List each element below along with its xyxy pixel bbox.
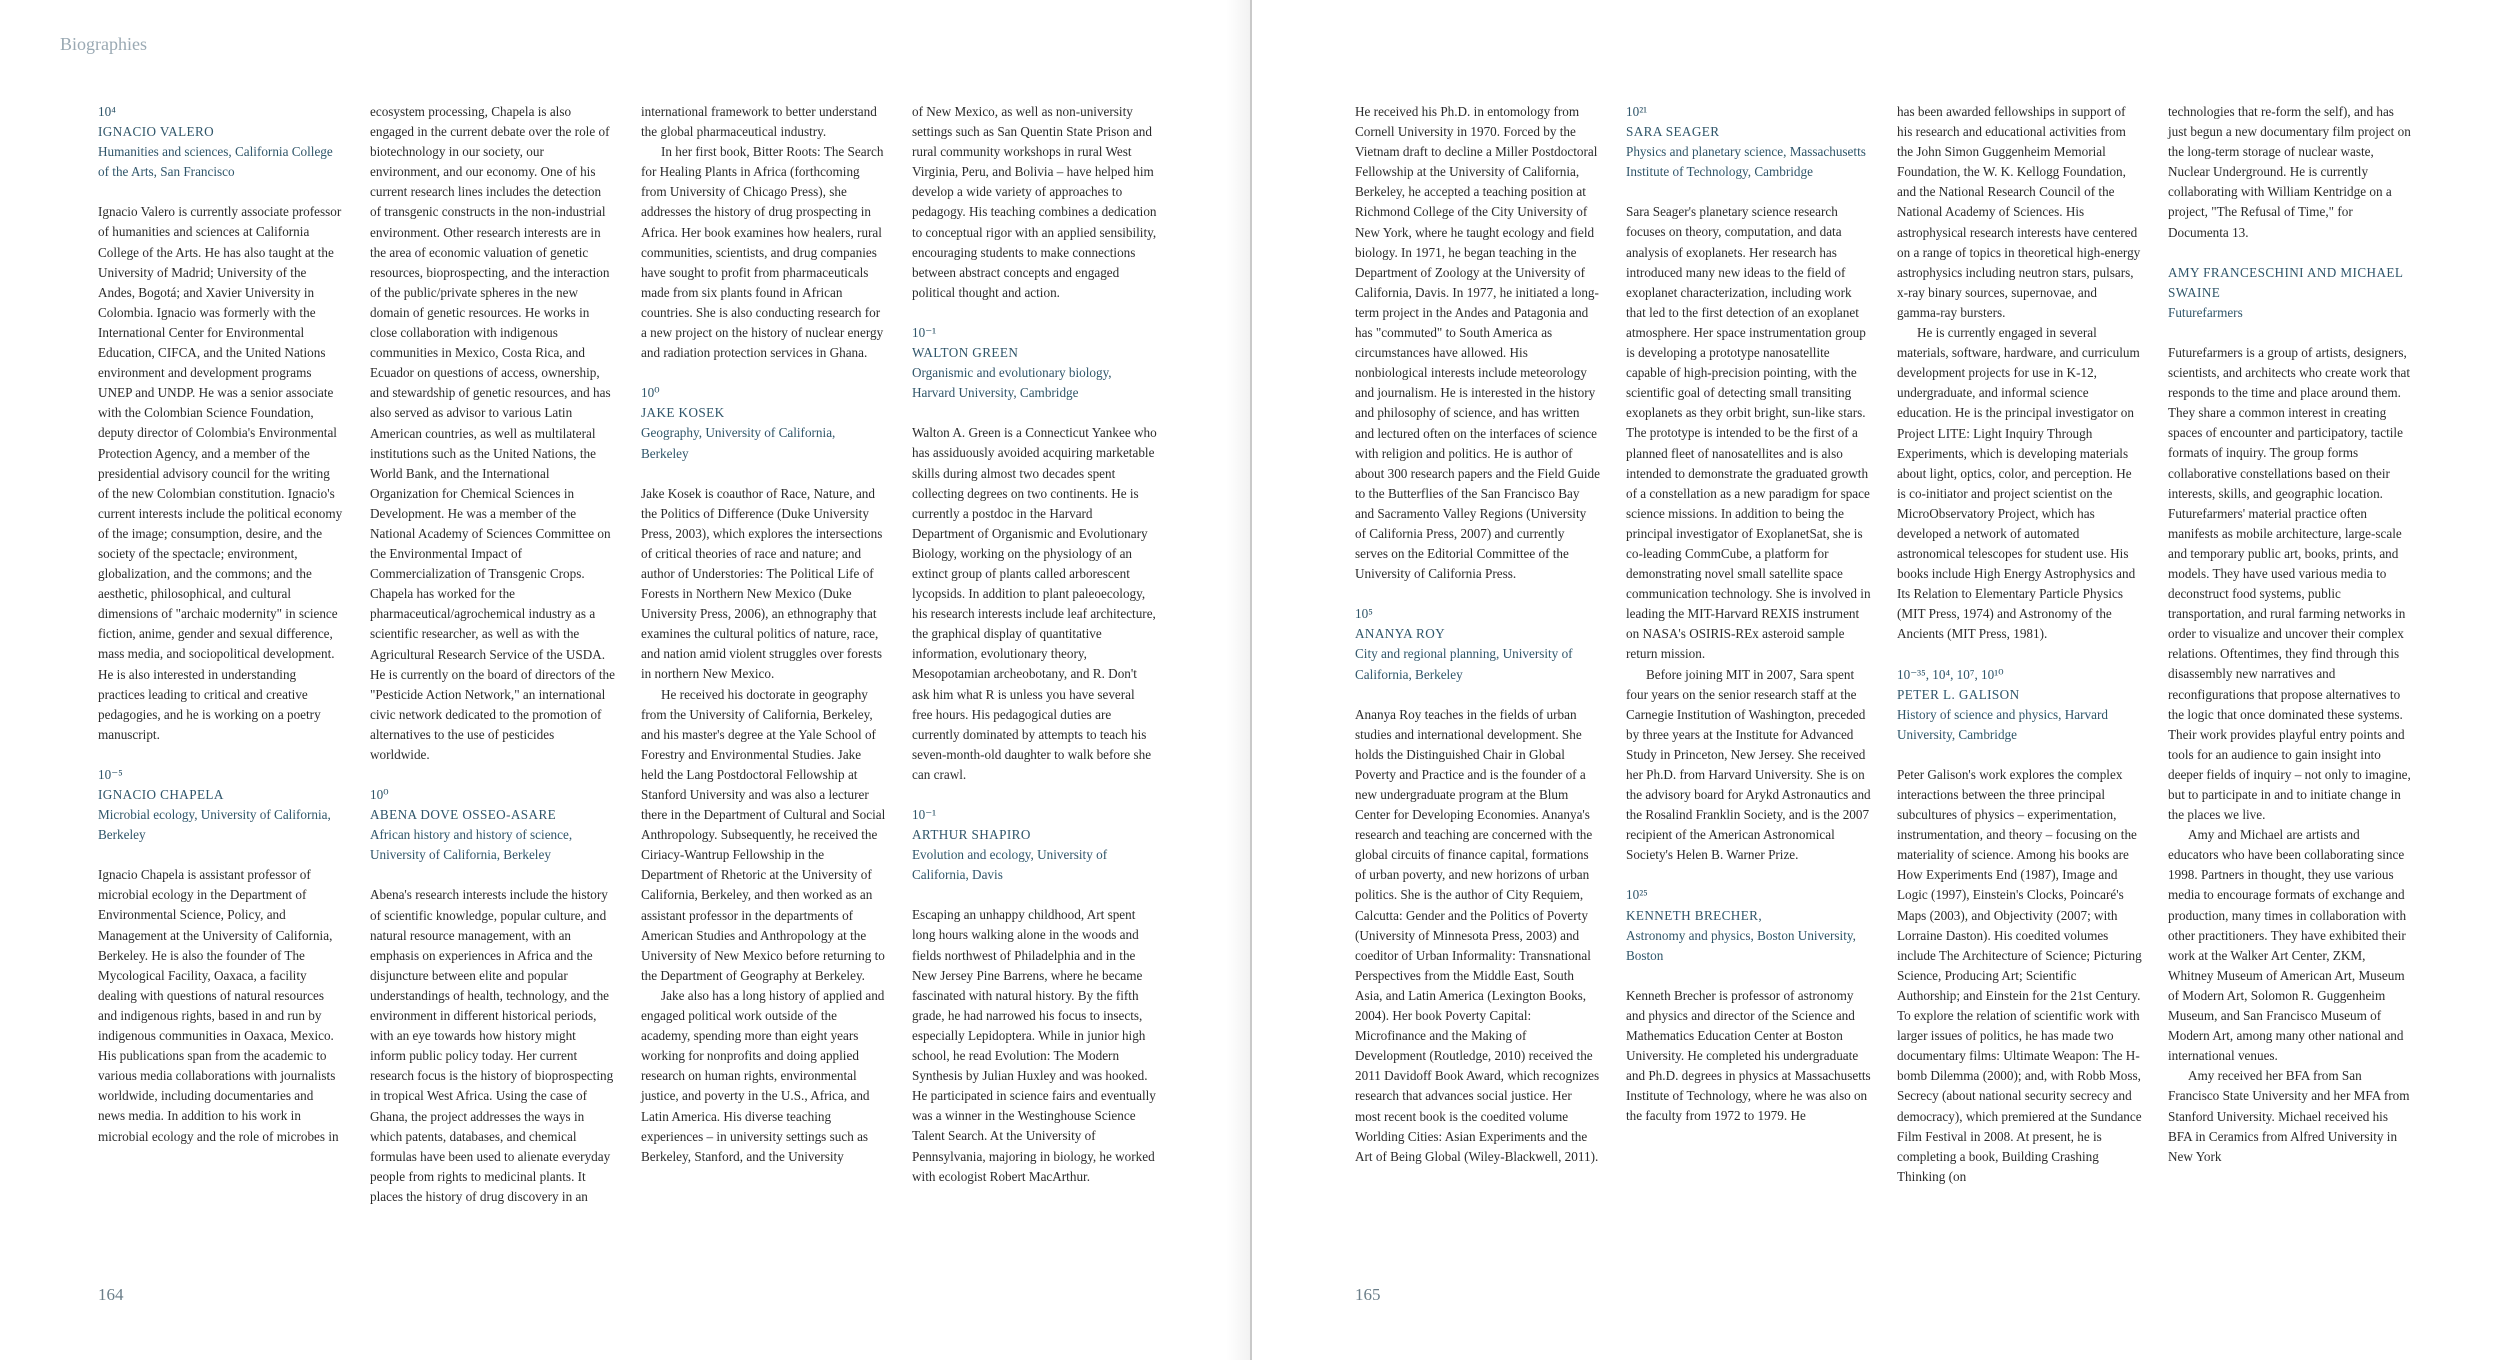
biography-entry — [1897, 665, 2142, 1187]
column-4 — [912, 102, 1157, 1207]
biography-entry — [1626, 102, 1871, 865]
scale-number: 10²¹ — [1626, 104, 1648, 119]
biography-entry — [912, 102, 1157, 303]
biography-paragraph: Amy and Michael are artists and educators who have been collaborating since 1998. Partners in thought, they use various media to encourage formats of exchange and production, many times in collaboration with other practitioners. They have exhibited their work at the Walker Art Center, ZKM, Whitney Museum of American Art, Museum of Modern Art, Solomon R. Guggenheim Museum, and San Francisco Museum of Modern Art, among many other national and international venues. — [2168, 827, 2407, 1064]
contributor-affiliation: Evolution and ecology, University of California, Davis — [912, 847, 1108, 883]
biography-entry — [98, 102, 343, 745]
biography-paragraph: Escaping an unhappy childhood, Art spent long hours walking alone in the woods and fields northwest of Philadelphia and in the New Jersey Pine Barrens, where he became fascinated with natural history. By the fifth grade, he had narrowed his focus to insects, especially Lepidoptera. While in junior high school, he read Evolution: The Modern Synthesis by Julian Huxley and was hooked. He participated in science fairs and eventually was a winner in the Westinghouse Science Talent Search. At the University of Pennsylvania, majoring in biology, he worked with ecologist Robert MacArthur. — [912, 907, 1156, 1184]
biography-entry — [912, 805, 1157, 1187]
contributor-name: WALTON GREEN — [912, 345, 1019, 361]
contributor-affiliation: Geography, University of California, Berkeley — [641, 425, 836, 461]
biography-paragraph: Ignacio Valero is currently associate professor of humanities and sciences at California College of the Arts. He has also taught at the University of Madrid; University of the Andes, Bogotá; and Xavier University in Colombia. Ignacio was formerly with the International Center for Environmental Education, CIFCA, and the United Nations environment and development programs UNEP and UNDP. He was a senior associate with the Colombian Science Foundation, deputy director of Colombia's Environmental Protection Agency, and a member of the presidential advisory council for the writing of the new Colombian constitution. Ignacio's current interests include the political economy of the image; consumption, desire, and the society of the spectacle; environment, globalization, and the commons; and the aesthetic, philosophical, and cultural dimensions of "archaic modernity" in science fiction, anime, gender and sexual difference, mass media, and sociopolitical development. He is also interested in understanding practices leading to critical and creative pedagogies, and he is working on a poetry manuscript. — [98, 204, 343, 742]
contributor-name: SARA SEAGER — [1626, 124, 1720, 140]
biography-paragraph: international framework to better understand the global pharmaceutical industry. — [641, 104, 877, 140]
biography-paragraph: Before joining MIT in 2007, Sara spent four years on the senior research staff at the Carnegie Institution of Washington, preceded by three years at the Institute for Advanced Study in Princeton, New Jersey. She received her Ph.D. from Harvard University. She is on the advisory board for Arykd Astronautics and the Rosalind Franklin Society, and is the 2007 recipient of the American Astronomical Society's Helen B. Warner Prize. — [1626, 666, 1871, 863]
column-8 — [2168, 102, 2413, 1187]
biography-paragraph: He received his Ph.D. in entomology from Cornell University in 1970. Forced by the Vietnam draft to decline a Miller Postdoctoral Fellowship at the University of California, Berkeley, he accepted a teaching position at Richmond College of the City University of New York, where he taught ecology and field biology. In 1971, he began teaching in the Department of Zoology at the University of California, Davis. In 1977, he initiated a long-term project in the Andes and Patagonia and has "commuted" to South America as circumstances have allowed. His nonbiological interests include meteorology and journalism. He is interested in the history and philosophy of science, and has written and lectured often on the interfaces of science with religion and politics. He is author of about 300 research papers and the Field Guide to the Butterflies of the San Francisco Bay and Sacramento Valley Regions (University of California Press, 2007) and currently serves on the Editorial Committee of the University of California Press. — [1355, 104, 1600, 582]
biography-paragraph: Sara Seager's planetary science research focuses on theory, computation, and data analysis of exoplanets. Her research has introduced many new ideas to the field of exoplanet characterization, including work that led to the first detection of an exoplanet atmosphere. Her space instrumentation group is developing a prototype nanosatellite capable of high-precision pointing, with the scientific goal of detecting small transiting exoplanets as they orbit bright, sun-like stars. The prototype is intended to be the first of a planned fleet of nanosatellites and is also intended to demonstrate the graduated growth of a constellation as a new paradigm for space science missions. In addition to being the principal investigator of ExoplanetSat, she is co-leading CommCube, a platform for demonstrating novel small satellite space communication technology. She is involved in leading the MIT-Harvard REXIS instrument on NASA's OSIRIS-REx asteroid sample return mission. — [1626, 204, 1871, 662]
biography-paragraph: He received his doctorate in geography from the University of California, Berkeley, and his master's degree at the Yale School of Forestry and Environmental Studies. Jake held the Lang Postdoctoral Fellowship at Stanford University and was also a lecturer there in the Department of Cultural and Social Anthropology. Subsequently, he received the Ciriacy-Wantrup Fellowship in the Department of Rhetoric at the University of California, Berkeley, and then worked as an assistant professor in the departments of American Studies and Anthropology at the University of New Mexico before returning to the Department of Geography at Berkeley. — [641, 686, 886, 983]
column-3 — [641, 102, 886, 1187]
scale-number: 10⁻³⁵, 10⁴, 10⁷, 10¹⁰ — [1897, 666, 2004, 682]
book-spine — [1250, 0, 1252, 1360]
biography-entry — [370, 102, 615, 765]
contributor-affiliation: Organismic and evolutionary biology, Harvard University, Cambridge — [912, 365, 1112, 401]
biography-entry — [2168, 102, 2413, 243]
scale-number: 10⁻⁵ — [98, 766, 123, 782]
biography-paragraph: Abena's research interests include the history of scientific knowledge, popular culture, and natural resource management, with an emphasis on experiences in Africa and the disjuncture between elite and popular understandings of health, technology, and the environment in different historical periods, with an eye towards how history might inform public policy today. Her current research focus is the history of bioprospecting in tropical West Africa. Using the case of Ghana, the project addresses the ways in which patents, databases, and chemical formulas have been used to alienate everyday people from rights to medicinal plants. It places the history of drug discovery in an — [370, 887, 614, 1204]
scale-number: 10⁰ — [641, 385, 660, 401]
contributor-affiliation: Humanities and sciences, California College of the Arts, San Francisco — [98, 144, 333, 180]
contributor-name: KENNETH BRECHER, — [1626, 907, 1763, 923]
biography-entry — [1355, 102, 1600, 584]
column-7 — [1897, 102, 2142, 1207]
biography-entry — [370, 785, 615, 1207]
contributor-name: IGNACIO CHAPELA — [98, 787, 224, 802]
scale-number: 10⁻¹ — [912, 324, 937, 340]
biography-paragraph: Futurefarmers is a group of artists, designers, scientists, and architects who create work that responds to the time and place around them. They share a common interest in creating spaces of encounter and participatory, tactile formats of inquiry. The group forms collaborative constellations based on their interests, skills, and geographic location. Futurefarmers' material practice often manifests as mobile architecture, large-scale and temporary public art, books, prints, and models. They have used various media to deconstruct food systems, public transportation, and rural farming networks in order to visualize and uncover their complex relations. Oftentimes, they find through this disassembly new narratives and reconfigurations that propose alternatives to the logic that once dominated these systems. Their work provides playful entry points and tools for an audience to gain insight into deeper fields of inquiry – not only to imagine, but to participate in and to initiate change in the places we live. — [2168, 344, 2411, 823]
column-6 — [1626, 102, 1871, 1147]
contributor-name: IGNACIO VALERO — [98, 124, 215, 140]
contributor-affiliation: History of science and physics, Harvard University, Cambridge — [1897, 706, 2108, 742]
biography-entry — [98, 765, 343, 1147]
page-number-right: 165 — [1355, 1285, 1381, 1304]
scale-number: 10²⁵ — [1626, 887, 1648, 903]
biography-entry — [641, 383, 886, 1167]
page-number-left: 164 — [98, 1285, 124, 1304]
biography-paragraph: has been awarded fellowships in support of his research and educational activities from the John Simon Guggenheim Memorial Foundation, the W. K. Kellogg Foundation, and the National Research Council of the National Academy of Sciences. His astrophysical research interests have centered on a range of topics in theoretical high-energy astrophysics including neutron stars, pulsars, x-ray binary sources, supernovae, and gamma-ray bursters. — [1897, 104, 2141, 320]
spine-shadow — [1226, 0, 1250, 1360]
contributor-name: AMY FRANCESCHINI AND MICHAEL SWAINE — [2168, 264, 2403, 300]
scale-number: 10⁻¹ — [912, 807, 937, 822]
contributor-affiliation: Astronomy and physics, Boston University, Boston — [1626, 927, 1856, 963]
contributor-affiliation: City and regional planning, University of California, Berkeley — [1355, 646, 1573, 682]
scale-number: 10⁵ — [1355, 606, 1373, 622]
contributor-name: ANANYA ROY — [1355, 626, 1446, 642]
biography-paragraph: He is currently engaged in several materials, software, hardware, and curriculum development projects for use in K-12, undergraduate, and informal science education. He is the principal investigator on Project LITE: Light Inquiry Through Experiments, which is developing materials about light, optics, color, and perception. He is co-initiator and project scientist on the MicroObservatory Project, which has developed a network of automated astronomical telescopes for student use. His books include High Energy Astrophysics and Its Relation to Elementary Particle Physics (MIT Press, 1974) and Astronomy of the Ancients (MIT Press, 1981). — [1897, 325, 2140, 642]
contributor-affiliation: Futurefarmers — [2168, 304, 2243, 320]
biography-entry — [1355, 604, 1600, 1167]
biography-paragraph: Kenneth Brecher is professor of astronomy and physics and director of the Science and Mathematics Education Center at Boston University. He completed his undergraduate and Ph.D. degrees in physics at Massachusetts Institute of Technology, where he was also on the faculty from 1972 to 1979. He — [1626, 987, 1871, 1124]
column-1 — [98, 102, 343, 1167]
column-2 — [370, 102, 615, 1227]
biography-entry — [1897, 102, 2142, 645]
biography-paragraph: technologies that re-form the self), and has just begun a new documentary film project on the long-term storage of nuclear waste, Nuclear Underground. He is currently collaborating with William Kentridge on a project, "The Refusal of Time," for Documenta 13. — [2168, 104, 2411, 240]
biography-paragraph: Peter Galison's work explores the complex interactions between the three principal subcultures of physics – experimentation, instrumentation, and theory – focusing on the materiality of science. Among his books are How Experiments End (1987), Image and Logic (1997), Einstein's Clocks, Poincaré's Maps (2003), and Objectivity (2007; with Lorraine Daston). His coedited volumes include The Architecture of Science; Picturing Science, Producing Art; Scientific Authorship; and Einstein for the 21st Century. To explore the relation of scientific work with larger issues of politics, he has made two documentary films: Ultimate Weapon: The H-bomb Dilemma (2000); and, with Robb Moss, Secrecy (about national security secrecy and democracy), which premiered at the Sundance Film Festival in 2008. At present, he is completing a book, Building Crashing Thinking (on — [1897, 766, 2142, 1184]
column-5 — [1355, 102, 1600, 1187]
biography-paragraph: Ananya Roy teaches in the fields of urban studies and international development. She holds the Distinguished Chair in Global Poverty and Practice and is the founder of a new undergraduate program at the Blum Center for Developing Economies. Ananya's research and teaching are concerned with the global circuits of finance capital, formations of urban poverty, and new horizons of urban politics. She is the author of City Requiem, Calcutta: Gender and the Politics of Poverty (University of Minnesota Press, 2003) and coeditor of Urban Informality: Transnational Perspectives from the Middle East, South Asia, and Latin America (Lexington Books, 2004). Her book Poverty Capital: Microfinance and the Making of Development (Routledge, 2010) received the 2011 Davidoff Book Award, which recognizes research that advances social justice. Her most recent book is the coedited volume Worlding Cities: Asian Experiments and the Art of Being Global (Wiley-Blackwell, 2011). — [1355, 706, 1600, 1164]
running-head: Biographies — [60, 34, 147, 54]
biography-paragraph: Ignacio Chapela is assistant professor of microbial ecology in the Department of Environmental Science, Policy, and Management at the University of California, Berkeley. He is also the founder of The Mycological Facility, Oaxaca, a facility dealing with questions of natural resources and indigenous rights, based in and run by indigenous communities in Oaxaca, Mexico. His publications span from the academic to various media collaborations with journalists worldwide, including documentaries and news media. In addition to his work in microbial ecology and the role of microbes in — [98, 867, 339, 1144]
contributor-name: JAKE KOSEK — [641, 405, 725, 421]
biography-entry — [2168, 263, 2413, 1167]
biography-paragraph: Amy received her BFA from San Francisco State University and her MFA from Stanford University. Michael received his BFA in Ceramics from Alfred University in New York — [2168, 1068, 2410, 1164]
biography-paragraph: Jake also has a long history of applied and engaged political work outside of the academy, spending more than eight years working for nonprofits and doing applied research on human rights, environmental justice, and poverty in the U.S., Africa, and Latin America. His diverse teaching experiences – in university settings such as Berkeley, Stanford, and the University — [641, 987, 885, 1164]
biography-entry — [912, 323, 1157, 785]
biography-paragraph: Jake Kosek is coauthor of Race, Nature, and the Politics of Difference (Duke University Press, 2003), which explores the intersections of critical theories of race and nature; and author of Understories: The Political Life of Forests in Northern New Mexico (Duke University Press, 2006), an ethnography that examines the cultural politics of nature, race, and nation amid violent struggles over forests in northern New Mexico. — [641, 485, 883, 682]
biography-paragraph: ecosystem processing, Chapela is also engaged in the current debate over the role of biotechnology in our society, our environment, and our economy. One of his current research lines includes the detection of transgenic constructs in the non-industrial environment. Other research interests are in the area of economic valuation of genetic resources, bioprospecting, and the interaction of the public/private spheres in the new domain of genetic resources. He works in close collaboration with indigenous communities in Mexico, Costa Rica, and Ecuador on questions of access, ownership, and stewardship of genetic resources, and has also served as advisor to various Latin American countries, as well as multilateral institutions such as the United Nations, the World Bank, and the International Organization for Chemical Sciences in Development. He was a member of the National Academy of Sciences Committee on the Environmental Impact of Commercialization of Transgenic Crops. Chapela has worked for the pharmaceutical/agrochemical industry as a scientific researcher, as well as with the Agricultural Research Service of the USDA. He is currently on the board of directors of the "Pesticide Action Network," an international civic network dedicated to the promotion of alternatives to the use of pesticides worldwide. — [370, 104, 615, 762]
biography-paragraph: In her first book, Bitter Roots: The Search for Healing Plants in Africa (forthcoming from University of Chicago Press), she addresses the history of drug prospecting in Africa. Her book examines how healers, rural communities, scientists, and drug companies have sought to profit from pharmaceuticals made from six plants found in African countries. She is also conducting research for a new project on the history of nuclear energy and radiation protection services in Ghana. — [641, 144, 884, 361]
scale-number: 10⁴ — [98, 104, 116, 119]
contributor-name: PETER L. GALISON — [1897, 686, 2020, 702]
contributor-affiliation: Microbial ecology, University of California, Berkeley — [98, 807, 331, 843]
biography-entry — [1626, 885, 1871, 1126]
contributor-affiliation: Physics and planetary science, Massachusetts Institute of Technology, Cambridge — [1626, 144, 1866, 180]
scale-number: 10⁰ — [370, 787, 389, 803]
biography-entry — [641, 102, 886, 363]
biography-paragraph: of New Mexico, as well as non-university settings such as San Quentin State Prison and rural community workshops in rural West Virginia, Peru, and Bolivia – have helped him develop a wide variety of approaches to pedagogy. His teaching combines a dedication to conceptual rigor with an applied sensibility, encouraging students to make connections between abstract concepts and engaged political thought and action. — [912, 104, 1157, 300]
contributor-name: ARTHUR SHAPIRO — [912, 827, 1031, 843]
biography-paragraph: Walton A. Green is a Connecticut Yankee who has assiduously avoided acquiring marketable skills during almost two decades spent collecting degrees on two continents. He is currently a postdoc in the Harvard Department of Organismic and Evolutionary Biology, working on the physiology of an extinct group of plants called arborescent lycopsids. In addition to plant paleoecology, his research interests include leaf architecture, the graphical display of quantitative information, evolutionary theory, Mesopotamian archeobotany, and R. Don't ask him what R is unless you have several free hours. His pedagogical duties are currently dominated by attempts to teach his seven-month-old daughter to walk before she can crawl. — [912, 425, 1157, 782]
contributor-affiliation: African history and history of science, University of California, Berkeley — [370, 827, 573, 863]
contributor-name: ABENA DOVE OSSEO-ASARE — [370, 807, 557, 823]
